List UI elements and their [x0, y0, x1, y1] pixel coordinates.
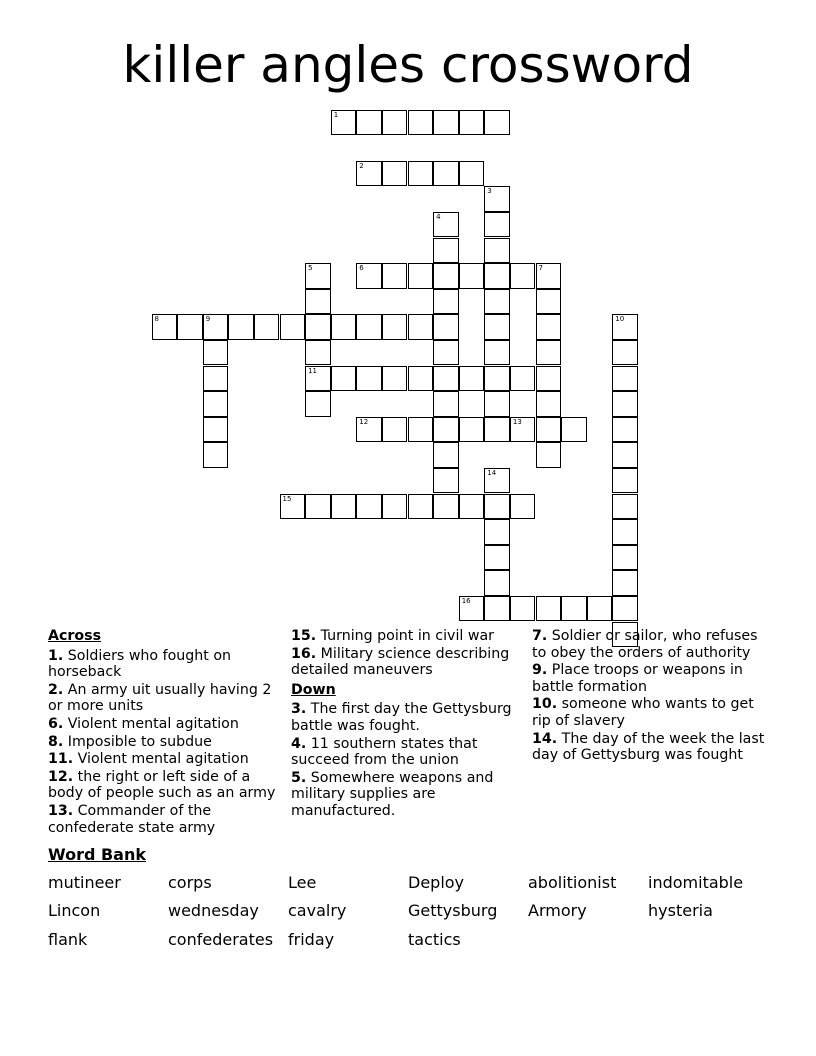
clue-item — [291, 628, 521, 645]
clue-item — [532, 628, 768, 661]
grid-cell[interactable] — [305, 391, 331, 417]
clue-item — [48, 803, 280, 836]
clue-text: 11 southern states that succeed from the union — [291, 735, 478, 769]
grid-cell[interactable] — [331, 494, 357, 520]
grid-cell[interactable] — [510, 596, 536, 622]
clue-text: Somewhere weapons and military supplies are manufactured. — [291, 769, 494, 819]
grid-cell[interactable] — [612, 366, 638, 392]
grid-cell[interactable] — [305, 340, 331, 366]
grid-cell[interactable] — [433, 340, 459, 366]
grid-cell[interactable] — [484, 468, 510, 494]
grid-cell[interactable] — [587, 596, 613, 622]
clue-number-label: 2. — [48, 681, 64, 698]
clue-item — [291, 736, 521, 769]
grid-cell[interactable] — [484, 417, 510, 443]
grid-cell[interactable] — [433, 161, 459, 187]
clue-text: someone who wants to get rip of slavery — [532, 696, 754, 729]
grid-cell[interactable] — [484, 263, 510, 289]
word-bank-word: tactics — [408, 930, 461, 949]
clue-number-label: 12. — [48, 768, 74, 785]
word-bank-word: Lincon — [48, 901, 101, 920]
clue-item — [48, 648, 280, 681]
clue-item — [291, 770, 521, 820]
clue-text: Commander of the confederate state army — [48, 802, 216, 836]
grid-cell[interactable] — [484, 545, 510, 571]
grid-cell[interactable] — [459, 596, 485, 622]
grid-cell[interactable] — [484, 391, 510, 417]
grid-cell[interactable] — [433, 468, 459, 494]
grid-cell[interactable] — [408, 314, 434, 340]
grid-cell[interactable] — [305, 494, 331, 520]
grid-cell[interactable] — [612, 391, 638, 417]
grid-cell[interactable] — [561, 596, 587, 622]
clue-column-2 — [291, 628, 521, 821]
clue-column-1 — [48, 628, 280, 837]
clue-text: Military science describing detailed maneuvers — [291, 645, 510, 679]
word-bank-word: Lee — [288, 873, 317, 892]
clue-number: 2 — [359, 161, 364, 170]
clue-number: 16 — [461, 596, 471, 605]
grid-cell[interactable] — [228, 314, 254, 340]
word-bank-word: wednesday — [168, 901, 259, 920]
grid-cell[interactable] — [305, 314, 331, 340]
grid-cell[interactable] — [356, 314, 382, 340]
clue-text: Violent mental agitation — [63, 715, 239, 732]
grid-cell[interactable] — [536, 263, 562, 289]
grid-cell[interactable] — [459, 417, 485, 443]
word-bank-title: Word Bank — [48, 845, 147, 864]
grid-cell[interactable] — [203, 442, 229, 468]
grid-cell[interactable] — [203, 417, 229, 443]
grid-cell[interactable] — [510, 417, 536, 443]
clue-number: 8 — [154, 315, 159, 324]
grid-cell[interactable] — [484, 212, 510, 238]
grid-cell[interactable] — [484, 289, 510, 315]
grid-cell[interactable] — [536, 314, 562, 340]
clue-number: 3 — [487, 187, 492, 196]
grid-cell[interactable] — [356, 110, 382, 136]
clue-item — [291, 701, 521, 734]
clue-number: 11 — [308, 366, 318, 375]
grid-cell[interactable] — [536, 442, 562, 468]
grid-cell[interactable] — [433, 212, 459, 238]
grid-cell[interactable] — [356, 161, 382, 187]
grid-cell[interactable] — [280, 314, 306, 340]
clue-number: 15 — [282, 494, 292, 503]
clue-number-label: 1. — [48, 647, 64, 664]
grid-cell[interactable] — [408, 417, 434, 443]
clue-item — [48, 734, 280, 751]
grid-cell[interactable] — [305, 263, 331, 289]
grid-cell[interactable] — [612, 468, 638, 494]
grid-cell[interactable] — [433, 238, 459, 264]
clue-text: The first day the Gettysburg battle was fought. — [291, 701, 512, 734]
clue-column-3 — [532, 628, 768, 765]
grid-cell[interactable] — [612, 417, 638, 443]
grid-cell[interactable] — [203, 340, 229, 366]
grid-cell[interactable] — [408, 161, 434, 187]
clue-text: Place troops or weapons in battle formation — [532, 662, 743, 695]
grid-cell[interactable] — [382, 110, 408, 136]
grid-cell[interactable] — [382, 161, 408, 187]
grid-cell[interactable] — [459, 366, 485, 392]
grid-cell[interactable] — [459, 263, 485, 289]
word-bank-word: corps — [168, 873, 212, 892]
clue-number-label: 8. — [48, 733, 64, 750]
clue-number-label: 15. — [291, 628, 317, 644]
word-bank-word: friday — [288, 930, 335, 949]
clue-number-label: 10. — [532, 696, 558, 713]
grid-cell[interactable] — [612, 340, 638, 366]
clue-text: The day of the week the last day of Gettysburg was fought — [532, 730, 765, 764]
grid-cell[interactable] — [382, 263, 408, 289]
grid-cell[interactable] — [382, 417, 408, 443]
clue-item — [48, 716, 280, 733]
word-bank-word: Gettysburg — [408, 901, 498, 920]
grid-cell[interactable] — [484, 570, 510, 596]
clue-item — [532, 662, 768, 695]
grid-cell[interactable] — [536, 417, 562, 443]
clue-text: Imposible to subdue — [63, 733, 212, 750]
grid-cell[interactable] — [510, 494, 536, 520]
grid-cell[interactable] — [433, 263, 459, 289]
clue-text: the right or left side of a body of people such as an army — [48, 768, 276, 802]
grid-cell[interactable] — [254, 314, 280, 340]
clue-number-label: 9. — [532, 662, 548, 679]
clue-number-label: 7. — [532, 628, 548, 644]
grid-cell[interactable] — [408, 366, 434, 392]
grid-cell[interactable] — [203, 366, 229, 392]
grid-cell[interactable] — [612, 519, 638, 545]
grid-cell[interactable] — [536, 340, 562, 366]
clue-number: 5 — [308, 264, 313, 273]
grid-cell[interactable] — [484, 519, 510, 545]
clue-number: 12 — [359, 417, 369, 426]
clue-number: 1 — [333, 110, 339, 119]
word-bank-word: flank — [48, 930, 88, 949]
grid-cell[interactable] — [433, 314, 459, 340]
grid-cell[interactable] — [331, 314, 357, 340]
grid-cell[interactable] — [152, 314, 178, 340]
grid-cell[interactable] — [382, 366, 408, 392]
word-bank-word: abolitionist — [528, 873, 617, 892]
grid-cell[interactable] — [433, 442, 459, 468]
grid-cell[interactable] — [408, 110, 434, 136]
word-bank-word: mutineer — [48, 873, 121, 892]
grid-cell[interactable] — [459, 110, 485, 136]
clue-text: Violent mental agitation — [73, 751, 249, 768]
grid-cell[interactable] — [484, 340, 510, 366]
grid-cell[interactable] — [433, 110, 459, 136]
grid-cell[interactable] — [356, 263, 382, 289]
grid-cell[interactable] — [356, 494, 382, 520]
down-heading: Down — [291, 681, 336, 698]
grid-cell[interactable] — [305, 289, 331, 315]
grid-cell[interactable] — [612, 314, 638, 340]
grid-cell[interactable] — [203, 314, 229, 340]
clue-number-label: 16. — [291, 645, 317, 662]
grid-cell[interactable] — [484, 596, 510, 622]
grid-cell[interactable] — [305, 366, 331, 392]
word-bank-word: cavalry — [288, 901, 347, 920]
clue-item — [532, 731, 768, 764]
clue-item — [532, 696, 768, 729]
clue-number-label: 13. — [48, 802, 74, 819]
grid-cell[interactable] — [331, 110, 357, 136]
grid-cell[interactable] — [612, 442, 638, 468]
grid-cell[interactable] — [356, 366, 382, 392]
clue-item — [48, 751, 280, 768]
clue-number: 4 — [436, 212, 441, 221]
word-bank-word: hysteria — [648, 901, 713, 920]
puzzle-title: killer angles crossword — [122, 36, 694, 94]
grid-cell[interactable] — [433, 417, 459, 443]
clue-number: 10 — [615, 315, 625, 324]
grid-cell[interactable] — [433, 391, 459, 417]
clue-text: Soldier or sailor, who refuses to obey the orders of authority — [532, 628, 758, 661]
grid-cell[interactable] — [433, 494, 459, 520]
grid-cell[interactable] — [536, 391, 562, 417]
grid-cell[interactable] — [356, 417, 382, 443]
grid-cell[interactable] — [612, 570, 638, 596]
clue-number: 14 — [487, 468, 497, 477]
grid-cell[interactable] — [459, 161, 485, 187]
grid-cell[interactable] — [433, 366, 459, 392]
clue-number: 13 — [512, 417, 522, 426]
grid-cell[interactable] — [484, 238, 510, 264]
clue-number: 9 — [205, 315, 211, 324]
clue-number-label: 6. — [48, 715, 64, 732]
clue-text: Soldiers who fought on horseback — [48, 647, 232, 681]
grid-cell[interactable] — [510, 366, 536, 392]
grid-cell[interactable] — [408, 263, 434, 289]
clue-text: Turning point in civil war — [316, 628, 494, 644]
grid-cell[interactable] — [510, 263, 536, 289]
word-bank-word: confederates — [168, 930, 274, 949]
grid-cell[interactable] — [433, 289, 459, 315]
grid-cell[interactable] — [536, 596, 562, 622]
grid-cell[interactable] — [536, 366, 562, 392]
grid-cell[interactable] — [484, 314, 510, 340]
grid-cell[interactable] — [408, 494, 434, 520]
grid-cell[interactable] — [484, 494, 510, 520]
clue-item — [48, 682, 280, 715]
grid-cell[interactable] — [612, 494, 638, 520]
grid-cell[interactable] — [484, 186, 510, 212]
grid-cell[interactable] — [612, 545, 638, 571]
clue-number: 7 — [538, 264, 543, 273]
grid-cell[interactable] — [280, 494, 306, 520]
grid-cell[interactable] — [561, 417, 587, 443]
word-bank-word: indomitable — [648, 873, 744, 892]
clue-text: An army uit usually having 2 or more units — [48, 681, 272, 715]
across-heading: Across — [48, 628, 102, 644]
clue-number-label: 5. — [291, 769, 307, 786]
clue-number-label: 3. — [291, 701, 307, 718]
clue-number-label: 11. — [48, 751, 74, 768]
grid-cell[interactable] — [484, 110, 510, 136]
word-bank-word: Armory — [528, 901, 587, 920]
grid-cell[interactable] — [331, 366, 357, 392]
grid-cell[interactable] — [203, 391, 229, 417]
grid-cell[interactable] — [382, 314, 408, 340]
clue-number-label: 4. — [291, 735, 307, 752]
clue-item — [48, 769, 280, 802]
clue-item — [291, 646, 521, 679]
grid-cell[interactable] — [536, 289, 562, 315]
grid-cell[interactable] — [484, 366, 510, 392]
grid-cell[interactable] — [612, 596, 638, 622]
clue-number-label: 14. — [532, 730, 558, 747]
grid-cell[interactable] — [459, 494, 485, 520]
grid-cell[interactable] — [177, 314, 203, 340]
grid-cell[interactable] — [382, 494, 408, 520]
clue-number: 6 — [359, 264, 364, 273]
word-bank-word: Deploy — [408, 873, 465, 892]
